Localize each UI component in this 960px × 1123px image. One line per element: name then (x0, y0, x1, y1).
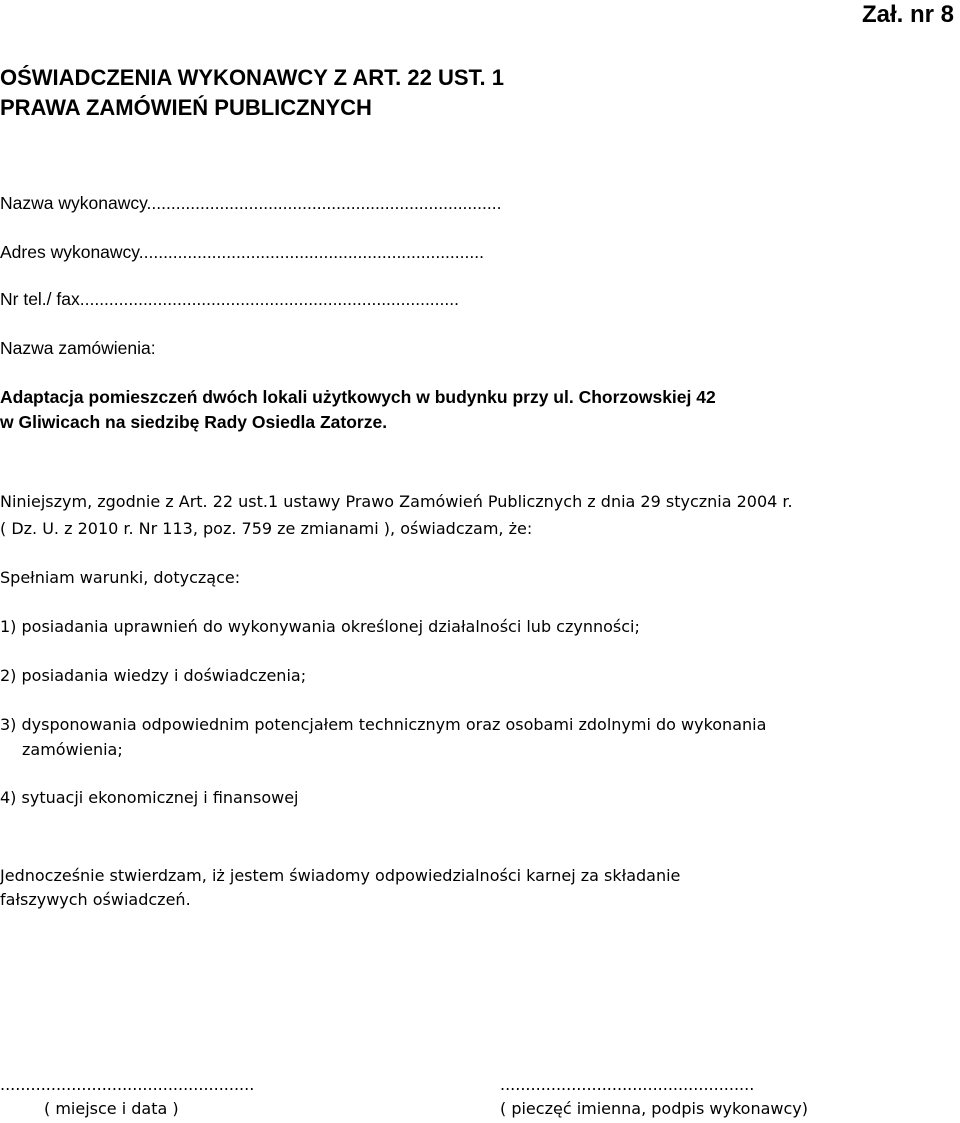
condition-item-2: 2) posiadania wiedzy i doświadczenia; (0, 666, 307, 685)
contractor-name-field: Nazwa wykonawcy......................................................................... (0, 193, 502, 213)
condition-item-1: 1) posiadania uprawnień do wykonywania określonej działalności lub czynności; (0, 617, 640, 636)
conditions-intro: Spełniam warunki, dotyczące: (0, 568, 241, 587)
signature-place-date-caption: ( miejsce i data ) (44, 1099, 179, 1118)
signature-place-date-dots: .................................................. (0, 1075, 255, 1094)
declaration-line-2: ( Dz. U. z 2010 r. Nr 113, poz. 759 ze zmianami ), oświadczam, że: (0, 519, 533, 538)
condition-item-3-line-1: 3) dysponowania odpowiednim potencjałem technicznym oraz osobami zdolnymi do wykonania (0, 715, 767, 734)
statement-line-2: fałszywych oświadczeń. (0, 890, 191, 909)
order-name-line-2: w Gliwicach na siedzibę Rady Osiedla Zatorze. (0, 412, 388, 432)
attachment-label: Zał. nr 8 (861, 1, 954, 28)
declaration-line-1: Niniejszym, zgodnie z Art. 22 ust.1 ustawy Prawo Zamówień Publicznych z dnia 29 stycznia 2004 r. (0, 492, 793, 511)
order-name-label: Nazwa zamówienia: (0, 338, 156, 358)
condition-item-4: 4) sytuacji ekonomicznej i finansowej (0, 788, 299, 807)
statement-line-1: Jednocześnie stwierdzam, iż jestem świadomy odpowiedzialności karnej za składanie (0, 866, 681, 885)
signature-stamp-dots: .................................................. (500, 1075, 755, 1094)
contractor-address-field: Adres wykonawcy....................................................................... (0, 242, 484, 262)
signature-stamp-caption: ( pieczęć imienna, podpis wykonawcy) (500, 1099, 808, 1118)
phone-fax-field: Nr tel./ fax.............................................................................. (0, 289, 459, 309)
condition-item-3-line-2: zamówienia; (22, 740, 123, 759)
document-title-line-2: PRAWA ZAMÓWIEŃ PUBLICZNYCH (0, 95, 372, 120)
order-name-line-1: Adaptacja pomieszczeń dwóch lokali użytkowych w budynku przy ul. Chorzowskiej 42 (0, 387, 716, 407)
document-title-line-1: OŚWIADCZENIA WYKONAWCY Z ART. 22 UST. 1 (0, 65, 505, 90)
